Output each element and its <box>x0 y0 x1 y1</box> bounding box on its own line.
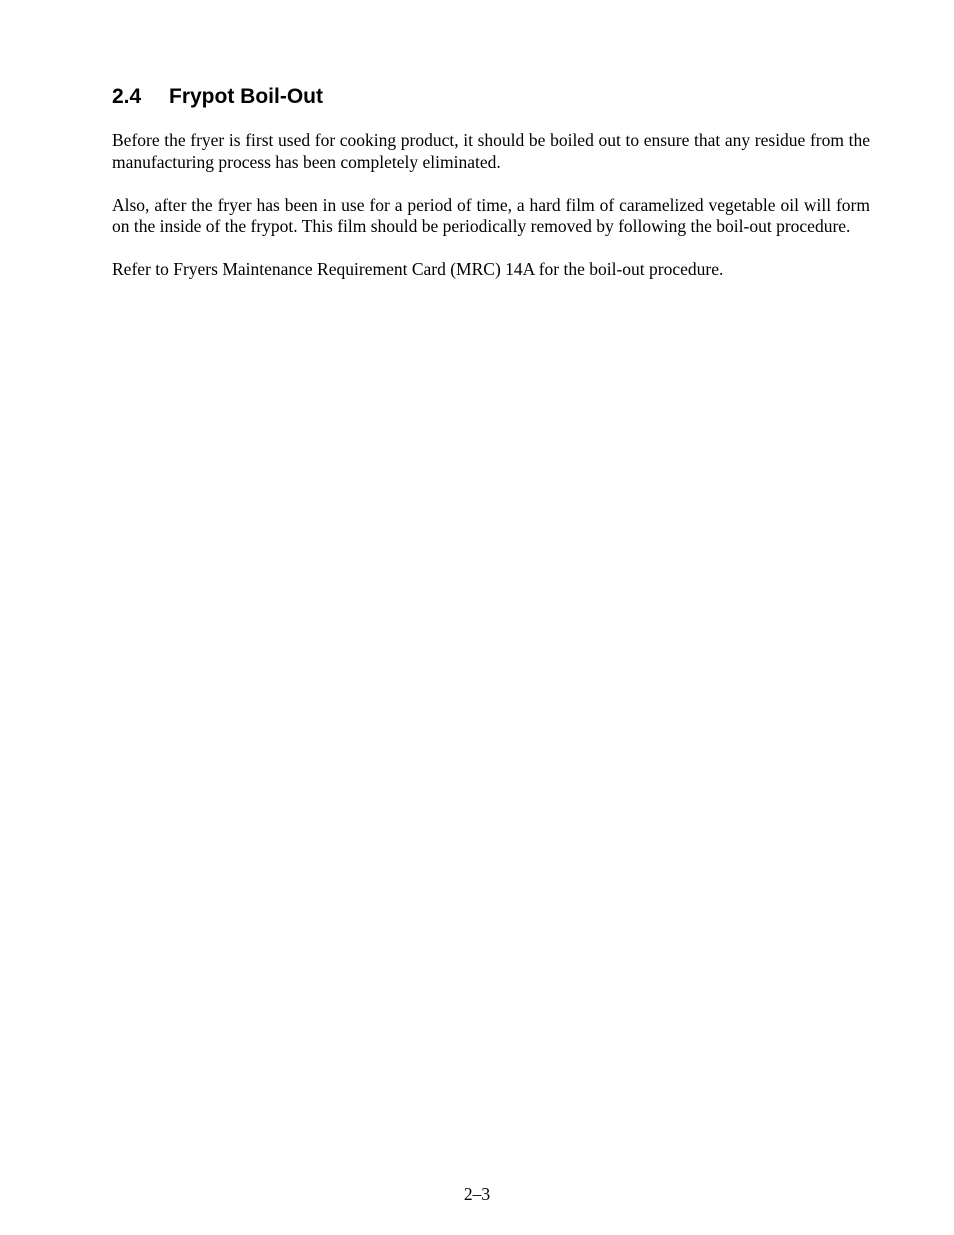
section-number: 2.4 <box>112 85 142 108</box>
paragraph-mrc-reference: Refer to Fryers Maintenance Requirement Card (MRC) 14A for the boil-out procedure. <box>112 259 724 279</box>
section-title: Frypot Boil-Out <box>169 85 323 108</box>
section-heading <box>112 85 323 109</box>
body-text <box>112 130 870 302</box>
page-number: 2–3 <box>463 1184 491 1204</box>
paragraph-periodic-boil-out: Also, after the fryer has been in use for a period of time, a hard film of caramelized vegetable oil will form on the inside of the frypot. This film should be periodically removed by following the boil-out procedure. <box>112 194 870 236</box>
paragraph-initial-boil-out: Before the fryer is first used for cooking product, it should be boiled out to ensure that any residue from the manufacturing process has been completely eliminated. <box>112 130 870 172</box>
